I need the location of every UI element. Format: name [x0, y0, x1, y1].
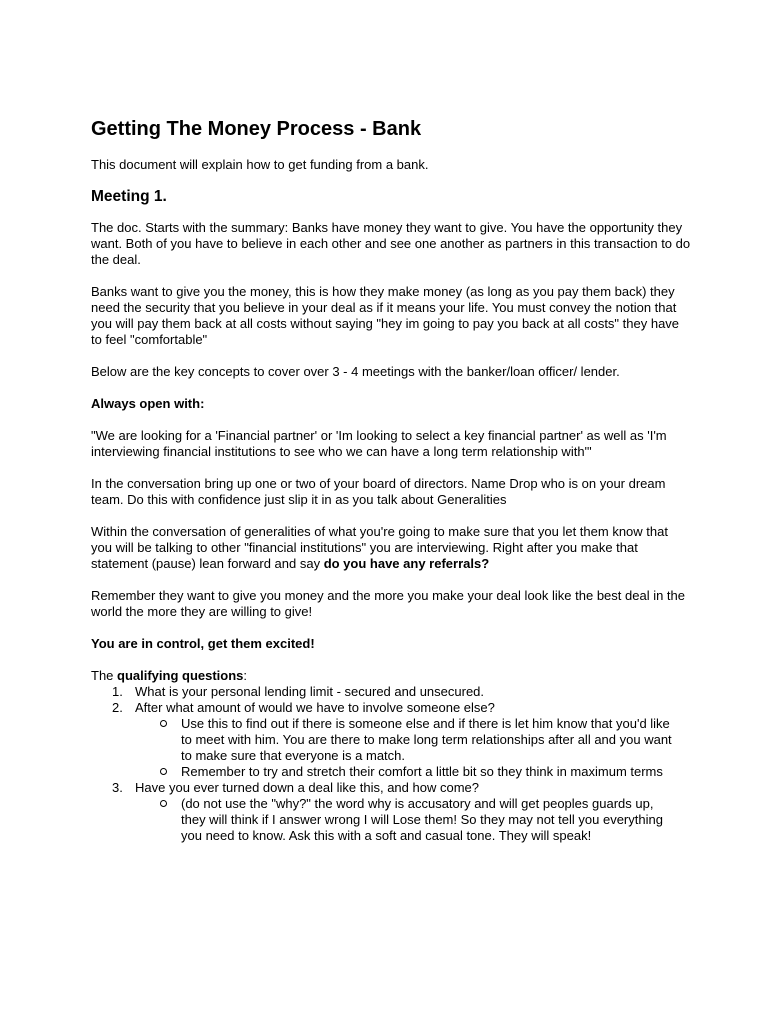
control-statement: You are in control, get them excited! [91, 636, 315, 651]
list-item-text: What is your personal lending limit - secured and unsecured. [135, 684, 485, 699]
hollow-bullet-icon [160, 768, 167, 775]
sub-list-item: Use this to find out if there is someone else and if there is let him know that you'd like to meet with him. You are there to make long term relationships after all and you want to make sure that everyone is a match. [135, 716, 691, 764]
sub-list [135, 796, 691, 844]
opening-quote-paragraph: "We are looking for a 'Financial partner' or 'Im looking to select a key financial partner' as well as 'I'm interviewing financial institutions to see who we can have a long term relationship with'" [91, 428, 667, 459]
referrals-paragraph: Within the conversation of generalities of what you're going to make sure that you let them know that you will be talking to other "financial institutions" you are interviewing. Right after you make that statement (pause) lean forward and say do you have any referrals? [91, 524, 668, 571]
sub-list-item: (do not use the "why?" the word why is accusatory and will get peoples guards up, they will think if I answer wrong I will Lose them! So they may not tell you everything you need to know. Ask this with a soft and casual tone. They will speak! [135, 796, 691, 844]
security-paragraph: Banks want to give you the money, this is how they make money (as long as you pay them back) they need the security that you believe in your deal as if it means your life. You must convey the notion that you will pay them back at all costs without saying "hey im going to pay you back at all costs" they have to feel "comfortable" [91, 284, 680, 347]
best-deal-paragraph: Remember they want to give you money and the more you make your deal look like the best deal in the world the more they are willing to give! [91, 588, 685, 619]
list-item-text: Have you ever turned down a deal like this, and how come? [135, 780, 479, 795]
sub-list [135, 716, 691, 780]
referrals-question: do you have any referrals? [323, 556, 490, 571]
list-item-text: After what amount of would we have to involve someone else? [135, 700, 495, 715]
intro-paragraph: This document will explain how to get funding from a bank. [91, 157, 429, 172]
summary-paragraph: The doc. Starts with the summary: Banks have money they want to give. You have the opportunity they want. Both of you have to believe in each other and see one another as partners in this transaction to do the deal. [91, 220, 691, 267]
sub-list-item: Remember to try and stretch their comfort a little bit so they think in maximum terms [135, 764, 691, 780]
hollow-bullet-icon [160, 800, 167, 807]
document-title: Getting The Money Process - Bank [91, 118, 422, 140]
always-open-label: Always open with: [91, 396, 205, 411]
qualifying-questions-list [91, 684, 691, 844]
list-item [91, 684, 691, 700]
list-item-number: 2. [112, 700, 123, 715]
board-paragraph: In the conversation bring up one or two of your board of directors. Name Drop who is on your dream team. Do this with confidence just slip it in as you talk about Generalities [91, 476, 666, 507]
section-heading: Meeting 1. [91, 188, 167, 205]
list-item [91, 700, 691, 780]
list-item-number: 1. [112, 684, 123, 699]
list-item-number: 3. [112, 780, 123, 795]
key-concepts-paragraph: Below are the key concepts to cover over 3 - 4 meetings with the banker/loan officer/ lender. [91, 364, 620, 379]
document-page [91, 116, 691, 844]
qualifying-label: The qualifying questions: [91, 668, 248, 683]
hollow-bullet-icon [160, 720, 167, 727]
list-item [91, 780, 691, 844]
